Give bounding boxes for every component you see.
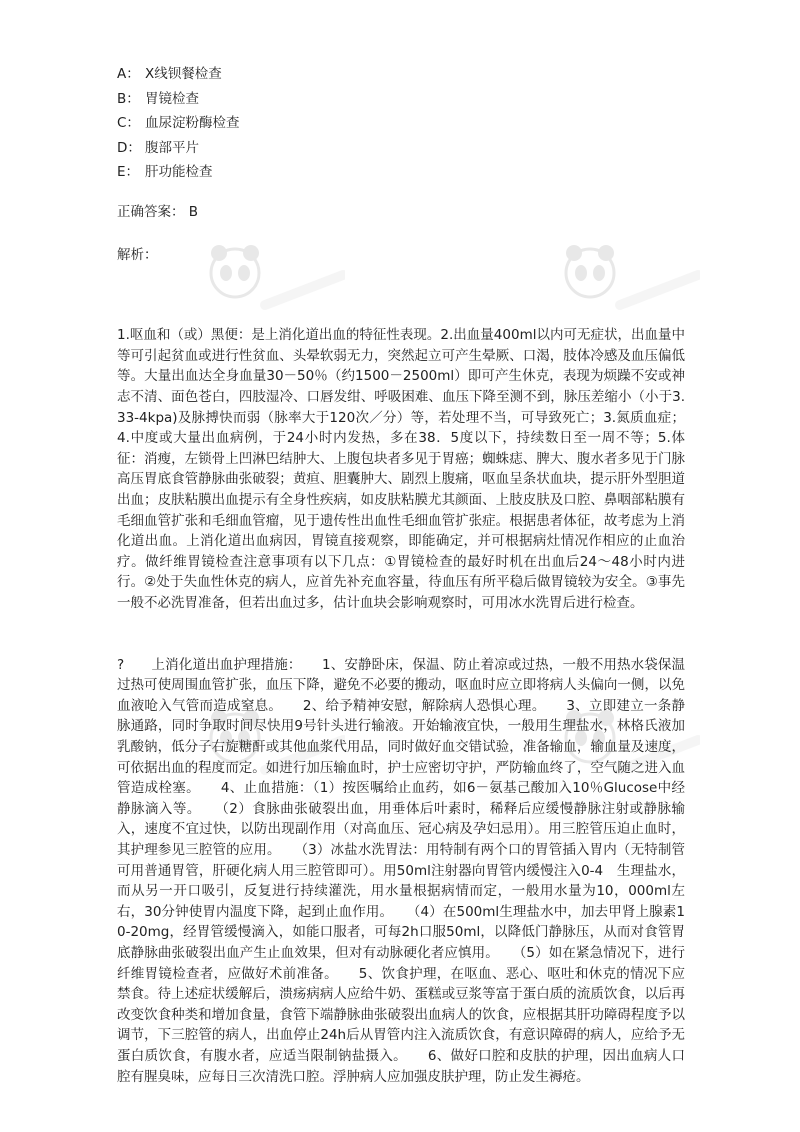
option-d <box>117 136 677 161</box>
option-letter: C： <box>117 115 140 131</box>
option-letter: D： <box>117 139 141 156</box>
correct-answer-value: B <box>188 204 199 220</box>
analysis-body <box>117 284 685 1128</box>
correct-answer-label: 正确答案： <box>117 204 185 220</box>
option-letter: E： <box>117 164 140 180</box>
option-text: 肝功能检查 <box>145 164 213 180</box>
option-c <box>117 111 677 136</box>
analysis-heading: 解析： <box>117 247 158 263</box>
correct-answer <box>117 201 198 223</box>
option-letter: A： <box>117 66 140 82</box>
option-text: 腹部平片 <box>145 139 199 156</box>
analysis-paragraph-symptoms: 1.呕血和（或）黑便：是上消化道出血的特征性表现。2.出血量400ml以内可无症状，出血量中等可引起贫血或进行性贫血、头晕软弱无力，突然起立可产生晕厥、口渴，肢体冷感及血压偏低等。大量出血达全身血量30－50％（约1500－2500ml）即可产生休克，表现为烦躁不安或神志不清、面色苍白，四肢湿冷、口唇发绀、呼吸困难、血压下降至测不到，脉压差缩小（小于3.33-4kpa)及脉搏快而弱（脉率大于120次／分）等，若处理不当，可导致死亡；3.氮质血症；4.中度或大量出血病例，于24小时内发热，多在38．5度以下，持续数日至一周不等；5.体征：消瘦，左锁骨上凹淋巴结肿大、上腹包块者多见于胃癌；蜘蛛痣、脾大、腹水者多见于门脉高压胃底食管静脉曲张破裂；黄疸、胆囊肿大、剧烈上腹痛，呕血呈条状血块，提示肝外型胆道出血；皮肤粘膜出血提示有全身性疾病，如皮肤粘膜尤其颜面、上肢皮肤及口腔、鼻咽部粘膜有毛细血管扩张和毛细血管瘤，见于遗传性出血性毛细血管扩张症。根据患者体征，故考虑为上消化道出血。上消化道出血病因，胃镜直接观察，即能确定，并可根据病灶情况作相应的止血治疗。做纤维胃镜检查注意事项有以下几点：①胃镜检查的最好时机在出血后24～48小时内进行。②处于失血性休克的病人，应首先补充血容量，待血压有所平稳后做胃镜较为安全。③事先一般不必洗胃准备，但若出血过多，估计血块会影响观察时，可用冰水洗胃后进行检查。 <box>117 327 685 611</box>
answer-options <box>117 62 677 185</box>
option-letter: B： <box>117 90 140 107</box>
option-b <box>117 87 677 112</box>
option-text: 胃镜检查 <box>145 90 199 107</box>
option-e <box>117 160 677 185</box>
option-text: X线钡餐检查 <box>145 66 222 82</box>
analysis-paragraph-nursing: ? 上消化道出血护理措施： 1、安静卧床，保温、防止着凉或过热，一般不用热水袋保温过热可使周围血管扩张，血压下降，避免不必要的搬动，呕血时应立即将病人头偏向一侧，以免血液呛入气管而造成窒息。 2、给予精神安慰，解除病人恐惧心理。 3、立即建立一条静脉通路，同时争取时间尽快用9号针头进行输液。开始输液宜快，一般用生理盐水，林格氏液加乳酸钠，低分子右旋糖酐或其他血浆代用品，同时做好血交错试验，准备输血，输血量及速度，可依据出血的程度而定。如进行加压输血时，护士应密切守护，严防输血终了，空气随之进入血管造成栓塞。 4、止血措施：（1）按医嘱给止血药，如6－氨基己酸加入10％Glucose中经静脉滴入等。 （2）食脉曲张破裂出血，用垂体后叶素时，稀释后应缓慢静脉注射或静脉输入，速度不宜过快，以防出现副作用（对高血压、冠心病及孕妇忌用）。用三腔管压迫止血时，其护理参见三腔管的应用。 （3）冰盐水洗胃法：用特制有两个口的胃管插入胃内（无特制管可用普通胃管，肝硬化病人用三腔管即可）。用50ml注射器向胃管内缓慢注入0-4 生理盐水，而从另一开口吸引，反复进行持续灌洗，用水量根据病情而定，一般用水量为10，000ml左右，30分钟使胃内温度下降，起到止血作用。 （4）在500ml生理盐水中，加去甲肾上腺素10-20mg，经胃管缓慢滴入，如能口服者，可每2h口服50ml，以降低门静脉压，从而对食管胃底静脉曲张破裂出血产生止血效果，但对有动脉硬化者应慎用。 （5）如在紧急情况下，进行纤维胃镜检查者，应做好术前准备。 5、饮食护理，在呕血、恶心、呕吐和休克的情况下应禁食。待上述症状缓解后，溃疡病病人应给牛奶、蛋糕或豆浆等富于蛋白质的流质饮食，以后再改变饮食种类和增加食量，食管下端静脉曲张破裂出血病人的饮食，应根据其肝功障碍程度予以调节，下三腔管的病人，出血停止24h后从胃管内注入流质饮食，有意识障碍的病人，应给予无蛋白质饮食，有腹水者，应适当限制钠盐摄入。 6、做好口腔和皮肤的护理，因出血病人口腔有腥臭味，应每日三次清洗口腔。浮肿病人应加强皮肤护理，防止发生褥疮。 <box>117 656 685 1085</box>
option-a <box>117 62 677 87</box>
option-text: 血尿淀粉酶检查 <box>145 115 240 131</box>
